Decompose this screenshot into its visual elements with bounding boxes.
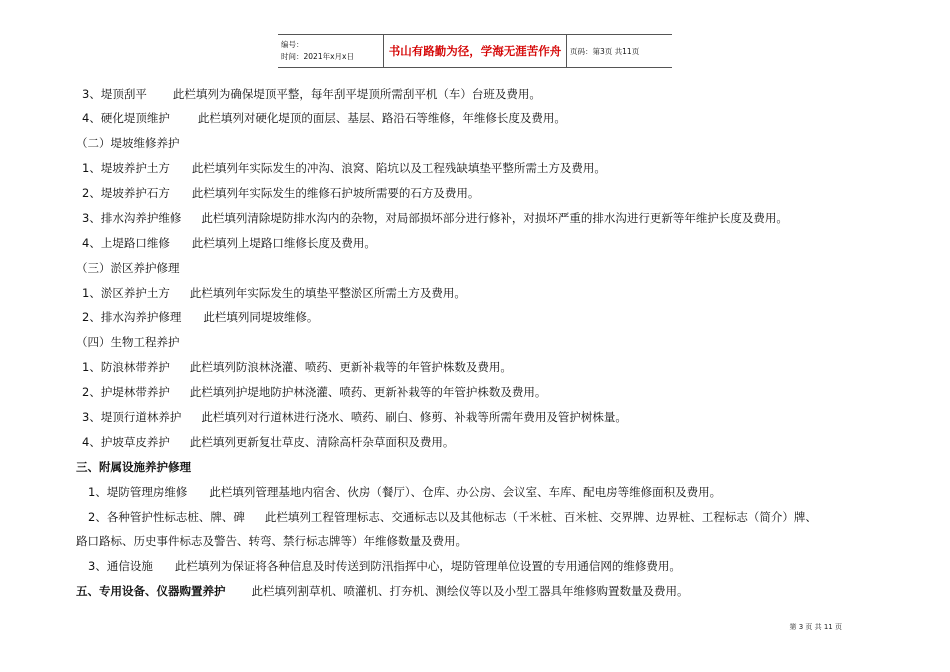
body-line — [88, 484, 721, 500]
section-heading — [76, 135, 180, 151]
body-line — [82, 110, 566, 126]
line-desc: 此栏填列上堤路口维修长度及费用。 — [191, 236, 376, 250]
line-term: 3、排水沟养护维修 — [82, 211, 182, 225]
header-page — [567, 35, 672, 67]
body-line — [82, 185, 479, 201]
line-term: 1、淤区养护土方 — [82, 286, 170, 300]
body-line-continued — [76, 533, 467, 549]
body-line — [82, 86, 541, 102]
line-desc: 此栏填列防浪林浇灌、喷药、更新补栽等的年管护株数及费用。 — [189, 360, 512, 374]
body-line — [82, 309, 318, 325]
line-term: 2、护堤林带养护 — [82, 385, 170, 399]
header-motto — [384, 35, 567, 67]
line-desc: 此栏填列为保证将各种信息及时传送到防汛指挥中心，堤防管理单位设置的专用通信网的维修费用。 — [174, 559, 681, 573]
line-term: 3、通信设施 — [88, 559, 153, 573]
body-line — [88, 558, 681, 574]
line-desc: 此栏填列割草机、喷灌机、打夯机、测绘仪等以及小型工器具年维修购置数量及费用。 — [251, 584, 689, 598]
line-term: （二）堤坡维修养护 — [76, 136, 180, 150]
number-label: 编号： — [281, 40, 304, 49]
page-header — [278, 34, 672, 68]
line-term: 2、排水沟养护修理 — [82, 310, 182, 324]
line-desc: 此栏填列年实际发生的冲沟、浪窝、陷坑以及工程残缺填垫平整所需土方及费用。 — [191, 161, 606, 175]
line-term: 4、上堤路口维修 — [82, 236, 170, 250]
line-term: 3、堤顶刮平 — [82, 87, 147, 101]
page-label: 页码：第3页 共11页 — [570, 46, 640, 56]
line-term: 4、护坡草皮养护 — [82, 435, 170, 449]
line-term: 2、堤坡养护石方 — [82, 186, 170, 200]
line-term: （四）生物工程养护 — [76, 335, 180, 349]
line-desc: 此栏填列更新复壮草皮、清除高杆杂草面积及费用。 — [189, 435, 455, 449]
line-term: 3、堤顶行道林养护 — [82, 410, 182, 424]
line-desc: 此栏填列管理基地内宿舍、伙房（餐厅）、仓库、办公房、会议室、车库、配电房等维修面积及费用。 — [209, 485, 722, 499]
line-desc: 此栏填列为确保堤顶平整，每年刮平堤顶所需刮平机（车）台班及费用。 — [172, 87, 541, 101]
section-heading — [76, 260, 180, 276]
body-line — [82, 235, 376, 251]
footer-page-number: 第 3 页 共 11 页 — [789, 623, 842, 631]
line-term: 1、防浪林带养护 — [82, 360, 170, 374]
line-desc: 此栏填列护堤地防护林浇灌、喷药、更新补栽等的年管护株数及费用。 — [189, 385, 547, 399]
line-term: 1、堤坡养护土方 — [82, 161, 170, 175]
line-desc: 此栏填列年实际发生的维修石护坡所需要的石方及费用。 — [191, 186, 480, 200]
body-line — [82, 434, 454, 450]
body-line — [82, 160, 606, 176]
line-desc: 此栏填列对行道林进行浇水、喷药、刷白、修剪、补栽等所需年费用及管护树株量。 — [201, 410, 627, 424]
line-term: 五、专用设备、仪器购置养护 — [76, 584, 226, 598]
body-line — [88, 509, 817, 525]
line-desc: 此栏填列工程管理标志、交通标志以及其他标志（千米桩、百米桩、交界牌、边界桩、工程标志（简介）牌、 — [264, 510, 817, 524]
chapter-heading — [76, 459, 191, 475]
time-label: 时间：2021年x月x日 — [281, 52, 354, 61]
line-term: 三、附属设施养护修理 — [76, 460, 191, 474]
line-term: 2、各种管护性标志桩、牌、碑 — [88, 510, 245, 524]
body-line — [82, 210, 788, 226]
line-term: （三）淤区养护修理 — [76, 261, 180, 275]
motto-text: 书山有路勤为径，学海无涯苦作舟 — [388, 44, 562, 58]
line-term: 4、硬化堤顶维护 — [82, 111, 170, 125]
body-line — [76, 583, 689, 599]
body-line — [82, 384, 546, 400]
body-line — [82, 285, 466, 301]
header-meta — [278, 35, 384, 67]
line-desc: 此栏填列对硬化堤顶的面层、基层、路沿石等维修，年维修长度及费用。 — [197, 111, 566, 125]
line-desc: 此栏填列同堤坡维修。 — [203, 310, 319, 324]
line-desc: 此栏填列年实际发生的填垫平整淤区所需土方及费用。 — [189, 286, 466, 300]
line-term: 1、堤防管理房维修 — [88, 485, 188, 499]
page-footer — [790, 622, 843, 632]
line-desc: 此栏填列清除堤防排水沟内的杂物，对局部损坏部分进行修补，对损坏严重的排水沟进行更新等年维护长度及费用。 — [201, 211, 788, 225]
section-heading — [76, 334, 180, 350]
line-term: 路口路标、历史事件标志及警告、转弯、禁行标志牌等）年维修数量及费用。 — [76, 534, 467, 548]
body-line — [82, 409, 627, 425]
body-line — [82, 359, 512, 375]
